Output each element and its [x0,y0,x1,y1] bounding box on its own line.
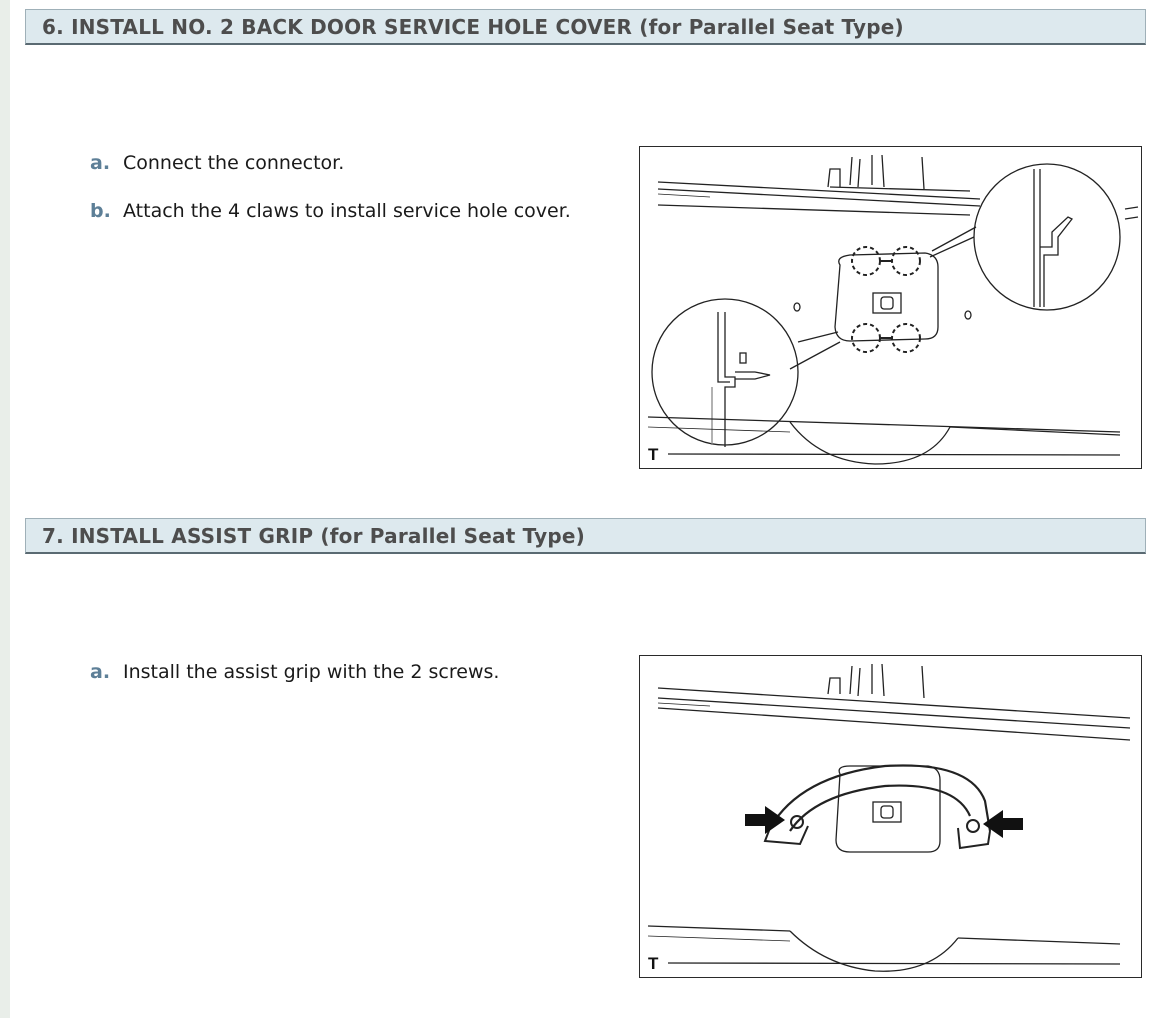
section-7-header: 7. INSTALL ASSIST GRIP (for Parallel Seat Type) [25,518,1146,554]
section-6-step-a [90,152,344,174]
service-hole-cover-drawing [640,147,1141,468]
assist-grip-drawing [640,656,1141,977]
service-hole-cover-illustration [639,146,1142,469]
left-rail [0,0,10,1018]
step-text: Attach the 4 claws to install service hole cover. [123,200,571,222]
section-7-step-a [90,661,499,683]
section-6-header: 6. INSTALL NO. 2 BACK DOOR SERVICE HOLE COVER (for Parallel Seat Type) [25,9,1146,45]
assist-grip-illustration [639,655,1142,978]
figure-label: T [648,445,659,464]
step-marker: a. [90,661,111,683]
section-6-step-b [90,200,571,222]
step-text: Connect the connector. [123,152,345,174]
step-marker: a. [90,152,111,174]
step-marker: b. [90,200,111,222]
step-text: Install the assist grip with the 2 screws. [123,661,500,683]
figure-label: T [648,954,659,973]
